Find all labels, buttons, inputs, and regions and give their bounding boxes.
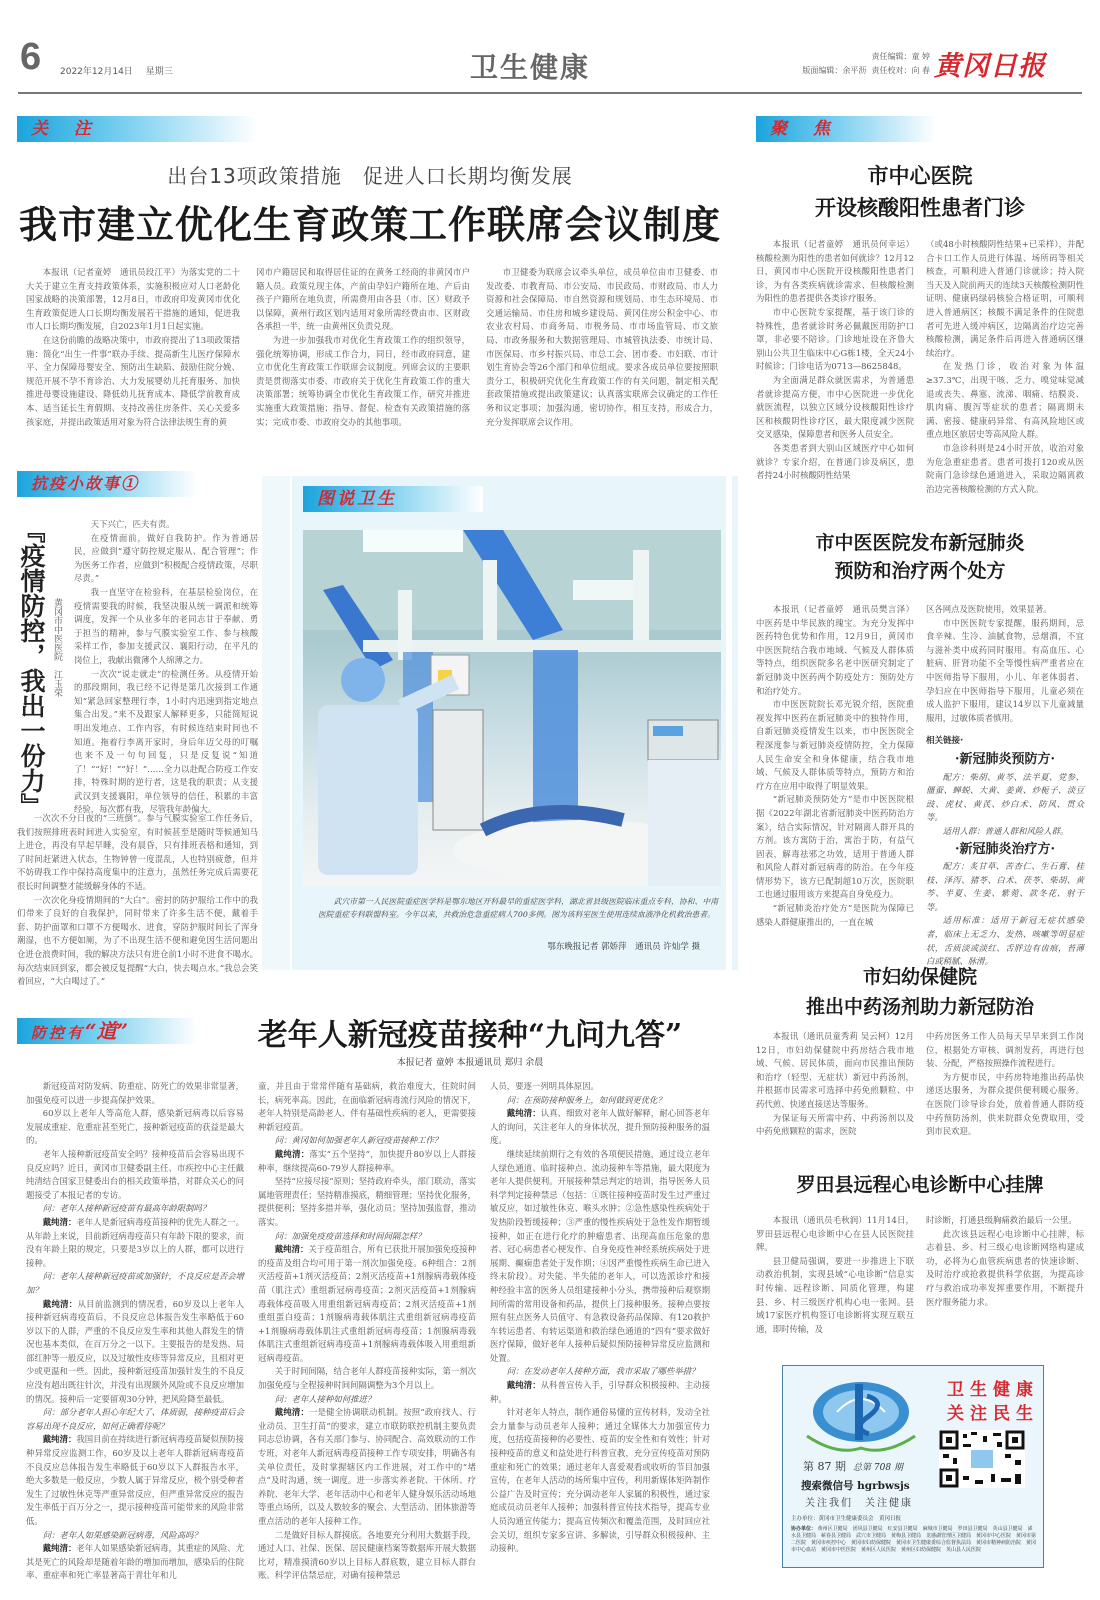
newspaper-logo: 黄冈日报 <box>934 51 1046 82</box>
sponsor: 主办单位：黄冈市卫生健康委员会 黄冈日报 <box>791 1516 902 1522</box>
co-sponsors <box>791 1526 1037 1554</box>
paragraph: 新冠疫苗对防发病、防重症、防死亡的效果非常显著，加强免疫可以进一步提高保护效果。 <box>26 1081 244 1105</box>
paragraph: 为保证每天所需中药、中药汤剂以及中药免煎颗粒的需求，医院 <box>756 1112 914 1137</box>
answer: 戴纯清：认真、细致对老年人做好解释，耐心回答老年人的询问，关注老年人的身体状况，提升预防接种服务的温度。 <box>490 1108 711 1146</box>
question: 问：加强免疫疫苗选择和时间间隔怎样？ <box>274 1230 426 1241</box>
promo-slogan <box>947 1378 1039 1426</box>
question: 问：黄冈如何加强老年人新冠疫苗接种工作？ <box>274 1135 443 1146</box>
story-sidebar-band <box>262 476 290 970</box>
promo-tagline: 关注我们 关注健康 <box>805 1498 913 1509</box>
paragraph: 天下兴亡，匹夫有责。 <box>90 519 175 529</box>
paragraph: “新冠肺炎预防处方”是市中医医院根据《2022年湖北省新冠肺炎中医药防治方案》，结合实际情况，针对隔离人群开具的方剂。该方寓防于治，寓治于防，有益气固表，解毒祛邪之功效，适用于普通人群和风险人群对新冠病毒的防治。在今年疫情形势下，该方已配制超10万次，医院职工也通过服用该方来提高自身免疫力。 <box>756 794 914 900</box>
paragraph: 继续延续前期行之有效的各项便民措施，通过设立老年人绿色通道、临时接种点、流动接种车等措施，最大限度为老年人提供便利。开展接种禁忌判定的培训，指导医务人员科学判定接种禁忌（包括：①既往接种疫苗时发生过严重过敏反应，如过敏性休克、喉头水肿；②急性感染性疾病处于发热阶段暂缓接种；③严重的慢性疾病处于急性发作期暂缓接种，如正在进行化疗的肿瘤患者、出现高血压危象的患者、冠心病患者心梗发作、自身免疫性神经系统疾病处于进展期、癫痫患者处于发作期；④因严重慢性疾病生命已进入终末阶段）。对失能、半失能的老年人，可以选派诊疗和接种经验丰富的医务人员组建接种小分头，携带接种后观察期间所需的常用设备和药品，提供上门接种服务。接种点要按照有驻点医务人员值守、有急救设备药品保障、有120救护车转运患者、有转运渠道和救治绿色通道的“四有”要求做好医疗保障，做好老年人接种后疑似预防接种异常反应监测和处置。 <box>490 1148 710 1363</box>
question: 问：老年人如果感染新冠病毒，风险高吗？ <box>42 1529 202 1540</box>
tab-fangkong <box>17 1018 197 1044</box>
lead-col-1 <box>26 266 240 429</box>
mch-title-line1: 市妇幼保健院 <box>862 966 977 988</box>
paragraph: （或48小时核酸阴性结果+已采样），并配合卡口工作人员进行体温、场所码等相关核查，可顺利进入普通门诊就诊；持入院当天及入院前两天的连续3天核酸检测阴性证明、健康码绿码核验合格证明，可顺利进入普通病区；核酸不满足条件的住院患者可先进入缓冲病区，边隔离治疗边完善核酸检测，满足条件后再进入普通病区继续治疗。 <box>926 239 1084 358</box>
treatment-formula: 配方：炙甘草、苦杏仁、生石膏、桂枝、泽泻、猪苓、白术、茯苓、柴胡、黄芩、半夏、生姜、紫菀、款冬花、射干等。 <box>926 861 1084 912</box>
paragraph: 人员，要逐一列明具体原因。 <box>490 1081 599 1091</box>
proofreader: 责任校对：向 春 <box>871 66 930 75</box>
paragraph: 本报讯（记者童婷 通讯员段江平）为落实党的二十大关于建立生育支持政策体系，实施积极应对人口老龄化国家战略的决策部署，12月8日，市政府印发黄冈市优化生育政策促进人口长期均衡发展若干措施的通知，促进我市人口长期均衡发展，自2023年1月1日起实施。 <box>26 267 240 332</box>
focus-title-line1: 市中心医院 <box>867 163 973 188</box>
answer: 戴纯清：从科普宣传入手，引导群众积极接种、主动接种。 <box>490 1380 711 1404</box>
tab-fangkong-prefix: 防控有 <box>31 1024 86 1042</box>
section-title: 卫生健康 <box>470 51 591 84</box>
paragraph: 本报讯（通讯员童秀莉 吴云柯）12月12日，市妇幼保健院中药房结合我市地域、气候、居民体质，面向市民推出预防和治疗（轻型、无症状）新冠中药汤剂，并根据市民需求可选择中药免煎颗粒、中药代煎、快递直接送达等服务。 <box>756 1031 914 1109</box>
icu-scene-icon <box>303 530 721 886</box>
lead-col-2 <box>256 266 470 429</box>
answer: 戴纯清：落实“五个坚持”，加快提升80岁以上人群接种率，继续提高60-79岁人群接种率。 <box>258 1148 476 1173</box>
slogan-line-2: 关注民生 <box>947 1404 1039 1424</box>
total-issue: 总第 708 期 <box>853 1463 903 1473</box>
vaccine-col-1 <box>26 1080 244 1583</box>
paragraph: 为方便市民，中药房特地推出药品快递送达服务，为群众提供便利暖心服务。在医院门诊导诊台处，放着普通人群防疫中药预防汤剂，供来院群众免费取用，受到市民欢迎。 <box>926 1071 1084 1137</box>
issue: 第 87 期 <box>803 1460 846 1473</box>
paragraph: 在发热门诊，收治对象为体温≥37.3℃，出现干咳、乏力、嗅觉味觉减退或丧失、鼻塞、流涕、咽痛、结膜炎、肌肉痛、腹泻等症状的患者；隔离期未满、密接、健康码异常、有高风险地区或重点地区旅居史等高风险人群。 <box>926 361 1084 440</box>
answer: 戴纯清：我国目前在持续进行新冠病毒疫苗疑似预防接种异常反应监测工作，60岁及以上老年人群新冠病毒疫苗不良反应总体报告发生率略低于60岁以下人群报告水平，绝大多数是一般反应，少数人属于异常反应，极个别受种者发生了过敏性休克等严重异常反应，但严重异常反应的报告发生率低于百万分之一，提示接种疫苗可能带来的风险非常低。 <box>26 1434 245 1526</box>
paragraph: 一次次化身疫情期间的“大白”。密封的防护服给工作中的我们带来了良好的自我保护，同时带来了许多生活不便，戴着手套、防护面罩和口罩不方便喝水、进食，穿防护服时间长了浑身潮湿，也不方便如厕，为了不出现生活不便和避免因生活问题出仓进仓浪费时间，我的解决方法只有进仓前1小时不进食不喝水。每次结束回到家，都会被反复提醒“大白，快去喝点水。”我总会笑着回应，“大白喝过了。” <box>17 894 258 987</box>
co-sponsor-label: 协办单位： <box>791 1526 817 1532</box>
tcm-col-1 <box>756 603 914 929</box>
tab-picture: 图说卫生 <box>303 486 483 512</box>
speaker-name: 戴纯清： <box>506 1108 541 1119</box>
editor-credits <box>770 50 930 78</box>
paragraph: 关于时间间隔，结合老年人群疫苗接种实际，第一剂次加强免疫与全程接种时间间隔调整为3个月以上。 <box>258 1366 476 1391</box>
vaccine-col-3 <box>490 1080 710 1556</box>
speaker-name: 戴纯清： <box>274 1407 310 1418</box>
answer: 戴纯清：一是健全协调联动机制。按照“政府找人、行业动员、卫生打苗”的要求，建立市联防联控机制主要负责同志总协调，各有关部门参与、协同配合、高效联动的工作专班，对老年人新冠病毒疫苗接种工作专项安排，明确各有关单位责任，及时掌握辖区内工作进展，对工作中的“堵点”及时沟通，统一调度。进一步落实养老院、干休所、疗养院、老年大学、老年活动中心和老年人健身娱乐活动场地等重点场所，以及人数较多的聚会、大型活动、团体旅游等重点活动的老年人接种工作。 <box>258 1407 477 1526</box>
tab-jujiao: 聚 焦 <box>756 116 936 142</box>
photo-credit: 鄂东晚报记者 郭娇萍 通讯员 许灿学 摄 <box>547 942 700 952</box>
wechat-id: 搜索微信号 hgrbwsjs <box>801 1480 910 1492</box>
speaker-name: 戴纯清： <box>506 1380 541 1391</box>
paragraph: 为全面满足群众就医需求，为普通患者就诊提高方便，市中心医院进一步优化就医流程，以独立区域分设核酸阳性诊疗区和核酸阴性诊疗区，最大限度减少医院交叉感染，保障患者和医务人员安全。 <box>756 374 914 440</box>
paragraph: 一次次“说走就走”的检测任务。从疫情开始的那段期间，我已经不记得是第几次接到工作通知“紧急回家整理行李，1小时内迅速到指定地点集合出发。”来不及跟家人解释更多，只能简短说明出发地点、工作内容，有时候连结束时间也不知道。拖着行李离开家时，身后年迈父母的叮嘱也来不及一句句回复，只是反复说“知道了！”“好！”“好！”……全力以赴配合防疫工作安排，特殊时期的逆行者，这是我的职责；从支援武汉到支援襄阳，单位领导的信任，积累的丰富经验，每次都有我，尽管我年龄偏大。 <box>74 668 258 815</box>
paragraph: 本报讯（记者童婷 通讯员何幸运）核酸检测为阳性的患者如何就诊？12月12日，黄冈市中心医院开设核酸阳性患者门诊，为有各类疾病就诊需求、但核酸检测为阳性的患者提供各类诊疗服务。 <box>756 239 914 304</box>
paragraph: 各类患者到大别山区域医疗中心如何就诊？专家介绍，在普通门诊及病区，患者持24小时核酸阴性结果 <box>756 442 914 481</box>
date: 2022年12月14日 <box>60 67 133 77</box>
tab-story: 抗疫小故事① <box>17 471 197 497</box>
paragraph: 二是做好目标人群摸底。各地要充分利用大数据手段，通过人口、社保、医保、居民健康档案等数据库开展大数据比对，精准摸清60岁以上目标人群底数，建立目标人群台账。科学评估禁忌症，对确有接种禁忌 <box>258 1529 476 1581</box>
prevention-title: ·新冠肺炎预防方· <box>954 751 1056 767</box>
speaker-name: 戴纯清： <box>274 1148 310 1159</box>
paragraph: 冈市户籍居民和取得居住证的在黄务工经商的非黄冈市户籍人员。政策兑现主体，产前由孕妇户籍所在地、产后由孩子户籍所在地负责，所需费用由各县（市、区）财政予以保障，黄州行政区划内适用对象所需经费由市、区财政各承担一半，统一由黄州区负责兑现。 <box>256 267 470 332</box>
focus-col-2 <box>926 238 1084 496</box>
answer: 戴纯清：老年人是新冠病毒疫苗接种的优先人群之一。从年龄上来说，目前新冠病毒疫苗只有年龄下限的要求，而没有年龄上限的规定，只要是3岁以上的人群，都可以进行接种。 <box>26 1216 245 1268</box>
story-byline: 黄冈市中医医院 江玉荣 <box>52 598 62 697</box>
focus-col-1 <box>756 238 914 483</box>
vaccine-col-2 <box>258 1080 476 1583</box>
mch-title-line2: 推出中药汤剂助力新冠防治 <box>805 996 1034 1018</box>
question: 问：老年人接种新冠疫苗或加强针，不良反应是否会增加？ <box>26 1271 244 1295</box>
answer: 戴纯清：从目前监测到的情况看，60岁及以上老年人接种新冠病毒疫苗后，不良反应总体报告发生率略低于60岁以下的人群，严重的不良反应发生率和其他人群发生的情况也基本类似，在百万分之一以下。主要报告的是发热、局部红肿等一般反应，以及过敏性皮疹等异常反应，且相对更少或更温和一些。因此，接种新冠疫苗加强针发生的不良反应没有超出既往针次，并没有出现额外风险或不良反应增加的情况。接种后一定要留观30分钟，把风险降至最低。 <box>26 1298 245 1404</box>
mch-col-2 <box>926 1030 1084 1139</box>
paragraph: 坚持“应接尽接”原则；坚持政府牵头，部门联动，落实属地管理责任；坚持精准摸底，精细管理；坚持优化服务，提供便利；坚持多措并举，强化动员；坚持加强监督，推动落实。 <box>258 1176 476 1227</box>
paragraph: 老年人接种新冠疫苗安全吗？接种疫苗后会容易出现不良反应吗？近日，黄冈市卫健委副主任、市疾控中心主任戴纯清结合国家卫健委出台的相关政策举措，对群众关心的问题接受了本报记者的专访。 <box>26 1148 244 1200</box>
paragraph: 市中医医院院长邓光锐介绍，医院重视发挥中医药在新冠肺炎中的独特作用，自新冠肺炎疫情发生以来，市中医医院全程深度参与新冠肺炎疫情防控，全力保障人民生命安全和身体健康，结合我市地域、气候及人群体质等特点，预防方和治疗方在应用中取得了明显效果。 <box>756 699 914 791</box>
picture-side-band <box>732 476 738 970</box>
focus-title-line2: 开设核酸阳性患者门诊 <box>815 195 1025 220</box>
qr-code-icon <box>939 1430 1025 1488</box>
question: 问：部分老年人担心年纪大了、体质弱，接种疫苗后会容易出现不良反应，如何正确看待呢？ <box>26 1407 244 1431</box>
paragraph: 市中心医院专家提醒，基于该门诊的特殊性，患者就诊时务必佩戴医用防护口罩，非必要不陪诊。门诊地址设在齐鲁大别山公共卫生临床中心G栋1楼，全天24小时候诊；门诊电话为0713—8625848。 <box>756 306 914 372</box>
paragraph: 为进一步加强我市对优化生育政策工作的组织领导，强化统筹协调，形成工作合力，同日，经市政府同意，建立市优化生育政策工作联席会议制度。列席会议的主要职责是贯彻落实市委、市政府关于优化生育政策工作的重大决策部署；统筹协调全市优化生育政策工作，研究并推进实施重大政策措施；指导、督促、检查有关政策措施的落实；完成市委、市政府交办的其他事项。 <box>256 334 470 427</box>
qr-code[interactable] <box>939 1430 1025 1488</box>
vaccine-title: 老年人新冠疫苗接种“九问九答” <box>257 1018 683 1053</box>
co-sponsor-list: 黄州区卫健局 团风县卫健局 红安县卫健局 麻城市卫健局 罗田县卫健局 英山县卫健局 浠水县卫健局 蕲春县卫健局 武穴市卫健局 黄梅县卫健局 龙感湖管理区卫健局 黄冈市中心医院 黄冈市第二医院 黄冈市疾控中心 黄冈市妇幼保健院 黄冈市卫生健康委综合监督执法局 黄冈市精神病防治院 黄冈市中心血站 黄冈市中医医院 黄州区人民医院 黄州区妇幼保健院 英山县人民医院 <box>791 1526 1037 1553</box>
paragraph: 我一直坚守在检验科，在基层检验岗位，在疫情需要我的时候，我坚决服从统一调派和统筹调度，发挥一个从业多年的老同志甘于奉献、勇于担当的精神，参与气膜实验室工作、参与核酸采样工作，参加支援武汉、襄阳行动，在平凡的岗位上，我献出微薄个人绵薄之力。 <box>74 586 258 665</box>
paragraph: 此次该县远程心电诊断中心挂牌，标志着县、乡、村三级心电诊断网络构建成功，必将为心血管疾病患者的快速诊断、及时治疗或抢救提供科学依据，为提高诊疗与救治成功率发挥重要作用，不断提升医疗服务能力求。 <box>926 1228 1084 1307</box>
paragraph: 一次次不分日夜的“三班倒”。参与气膜实验室工作任务后，我们按照排班表时间进入实验室，有时候甚至是随时等候通知马上进仓，再没有早起早睡，没有晨昏，只有排班表格和通知，到了时间赶紧进入状态，生物钟曾一度混乱，人也特别疲惫，但并不妨碍我工作中保持高度集中的注意力，虽然任务完成后需要花很长时间调整才能缓解身体的不适。 <box>17 813 258 891</box>
paragraph: 市中医医院专家提醒，服药期间，忌食辛辣、生冷、油腻食物，忌烟酒，不宜与滋补类中成药同时服用。有高血压、心脏病、肝肾功能不全等慢性病严重者应在中医师指导下服用，小儿、年老体弱者、孕妇应在中医师指导下服用，儿童必须在成人监护下服用，建议14岁以下儿童减量服用，过敏体质者慎用。 <box>926 617 1084 723</box>
ecg-col-1 <box>756 1214 914 1336</box>
lead-title: 我市建立优化生育政策工作联席会议制度 <box>18 202 721 247</box>
question: 问：在预防接种服务上，如何做到更优化？ <box>506 1094 666 1105</box>
paragraph: “新冠肺炎治疗处方”是医院为保障已感染人群健康推出的，一直在城 <box>756 903 914 927</box>
editor: 责任编辑：童 婷 <box>871 52 930 61</box>
lead-subtitle: 出台13项政策措施 促进人口长期均衡发展 <box>167 164 573 188</box>
vaccine-byline: 本报记者 童婷 本报通讯员 郑归 余晨 <box>396 1058 544 1068</box>
tab-guanzhu: 关 注 <box>17 116 257 142</box>
speaker-name: 戴纯清： <box>274 1244 309 1255</box>
paragraph: 本报讯（记者童婷 通讯员樊言泽）中医药是中华民族的瑰宝。为充分发挥中医药特色优势和作用，12月9日，黄冈市中医医院结合我市地域、气候及人群体质等特点，组织医院多名老中医研究制定了新冠肺炎中医药两个防疫处方：预防处方和治疗处方。 <box>756 604 914 696</box>
issue-number <box>803 1458 903 1474</box>
speaker-name: 戴纯清： <box>42 1298 78 1309</box>
paragraph: 本报讯（通讯员毛秋润）11月14日，罗田县远程心电诊断中心在县人民医院挂牌。 <box>756 1215 914 1253</box>
paragraph: 60岁以上老年人等高危人群，感染新冠病毒以后容易发展成重症、危重症甚至死亡，接种新冠疫苗的获益是最大的。 <box>26 1108 244 1146</box>
slogan-line-1: 卫生健康 <box>947 1380 1039 1400</box>
paragraph: 区各网点及医院使用，效果显著。 <box>926 604 1052 614</box>
tab-fangkong-quoted: “道” <box>85 1019 129 1043</box>
speaker-name: 戴纯清： <box>42 1216 77 1227</box>
page-date <box>60 64 183 77</box>
paragraph: 时诊断，打通县级胸痛救治最后一公里。 <box>926 1215 1077 1225</box>
paragraph: 童，并且由于常常伴随有基础病，救治难度大，住院时间长，病死率高。因此，在面临新冠病毒流行风险的情况下，老年人特别是高龄老人、伴有基础性疾病的老人，更需要接种新冠疫苗。 <box>258 1081 476 1132</box>
tcm-title-line1: 市中医医院发布新冠肺炎 <box>815 532 1025 554</box>
paragraph: 在这份前瞻的战略决策中，市政府提出了13项政策措施：简化“出生一件事”联办手续、提高新生儿医疗保障水平、全力保障母婴安全、预防出生缺陷、鼓励住院分娩、规范开展不孕不育诊治、大力发展婴幼儿托育服务、加快推进母婴设施建设、降低幼儿抚育成本、降低学前教育成本、适当延长生育假期、支持改善住房条件、关心关爱多孩家庭，并提出政策适用对象为符合法律法规生育的黄 <box>26 334 240 427</box>
prevention-target: 适用人群：普通人群和风险人群。 <box>942 825 1069 836</box>
answer: 戴纯清：关于疫苗组合，所有已获批开展加强免疫接种的疫苗及组合均可用于第一剂次加强免疫。6种组合：2剂灭活疫苗+1剂灭活疫苗；2剂灭活疫苗+1剂腺病毒载体疫苗（肌注式）重组新冠病毒疫苗；2剂灭活疫苗+1剂腺病毒载体疫苗吸入用重组新冠病毒疫苗；2剂灭活疫苗+1剂重组蛋白疫苗；1剂腺病毒载体肌注式重组新冠病毒疫苗+1剂腺病毒载体肌注式重组新冠病毒疫苗；1剂腺病毒载体肌注式重组新冠病毒疫苗+1剂腺病毒载体吸入用重组新冠病毒疫苗。 <box>258 1244 477 1363</box>
paragraph: 市卫健委为联席会议牵头单位，成员单位由市卫健委、市发改委、市教育局、市公安局、市民政局、市财政局、市人力资源和社会保障局、市自然资源和规划局、市生态环境局、市交通运输局、市住房和城乡建设局、黄冈住房公积金中心、市农业农村局、市商务局、市税务局、市市场监管局、市文旅局、市政务服务和大数据管理局、市城管执法委、市统计局、市医保局、市乡村振兴局、市总工会、团市委、市妇联、市计划生育协会等26个部门和单位组成。要求各成员单位要按照职责分工，积极研究优化生育政策工作的有关问题，制定相关配套政策措施或提出政策建议；认真落实联席会议确定的工作任务和议定事项；加强沟通，密切协作，相互支持，形成合力，充分发挥联席会议作用。 <box>486 267 718 427</box>
speaker-name: 戴纯清： <box>42 1434 77 1445</box>
photo-caption: 武穴市第一人民医院重症医学科是鄂东地区开科最早的重症医学科，湖北省县级医院临床重点专科，协和、中南医院重症专科联盟科室。今年以来，共救治危急重症病人700多例。图为该科室医生使用连续血液净化机救治患者。 <box>318 897 718 919</box>
mch-col-1 <box>756 1030 914 1139</box>
story-title: 『疫情防控，我出一份力』 <box>17 518 46 818</box>
paragraph: 针对老年人特点，制作通俗易懂的宣传材料，发动全社会力量参与动员老年人接种；通过全媒体大力加强宣传力度，包括疫苗接种的必要性、疫苗的安全性和有效性；针对接种疫苗的意义和益处进行科普宣教，充分宣传疫苗对预防重症和死亡的效果；通过老年人喜爱观看或收听的节目加强宣传，在老年人活动的场所集中宣传，利用新媒体矩阵制作公益广告及时宣传；充分调动老年人家属的积极性，通过家庭成员动员老年人接种；加强科普宣传技术指导，提高专业人员沟通宣传能力；提高宣传频次和覆盖范围，及时回应社会关切，组织专家多宣讲、多解读，引导群众积极接种、主动接种。 <box>490 1407 710 1554</box>
treatment-target: 适用标准：适用于新冠无症状感染者，临床上无乏力、发热、咳嗽等明显症状，舌质淡或淡红、舌胖边有齿痕，苔薄白或稍腻、脉滑。 <box>926 915 1084 967</box>
paragraph: 市急诊科则是24小时开放，收治对象为危急重症患者。患者可拨打120或从医院南门急诊绿色通道进入，采取边隔离救治边完善核酸检测的方式入院。 <box>926 442 1084 494</box>
tcm-title-line2: 预防和治疗两个处方 <box>834 560 1006 582</box>
lead-col-3 <box>486 266 718 429</box>
prevention-formula: 配方：柴胡、黄芩、法半夏、党参、僵蚕、蝉蜕、大黄、姜黄、炒栀子、淡豆豉、虎杖、黄芪、炒白术、防风、贯众等。 <box>926 771 1084 823</box>
health-emblem-icon <box>797 1376 925 1456</box>
paragraph: 县卫健局强调，要进一步推进上下联动救治机制，实现县域“心电诊断”信息实时传输、远程诊断、同质化管理，构建县、乡、村三级医疗机构心电一张网。县域17家医疗机构签订电诊断将实现互联互通，即时传输，及 <box>756 1255 914 1334</box>
related-links-label: 相关链接· <box>926 736 964 747</box>
layout-editor: 版面编辑：余平沥 <box>802 66 867 75</box>
tcm-col-2 <box>926 603 1084 969</box>
question: 问：老年人接种新冠疫苗有最高年龄限制吗？ <box>42 1203 211 1214</box>
ecg-col-2 <box>926 1214 1084 1309</box>
paragraph: 在疫情面前，做好自我防护。作为普通居民，应做到“遵守防控规定服从、配合管理”；作为医务工作者，应做到“积极配合疫情政策，尽职尽责。” <box>74 532 258 584</box>
paragraph: 中药房医务工作人员每天早早来到工作岗位，根据处方审核、调剂发药，再进行包装、分配，严格按照操作流程进行。 <box>926 1031 1084 1069</box>
page-number: 6 <box>20 36 42 78</box>
promo-card <box>782 1365 1044 1568</box>
answer: 戴纯清：老年人如果感染新冠病毒，其重症的风险、尤其是死亡的风险却是随着年龄的增加而增加，感染后的住院率、重症率和死亡率显著高于青壮年和儿 <box>26 1543 245 1581</box>
icu-photo <box>303 530 721 886</box>
question: 问：在发动老年人接种方面，我市采取了哪些举措？ <box>506 1366 700 1377</box>
speaker-name: 戴纯清： <box>42 1543 77 1554</box>
header-divider <box>18 92 1082 94</box>
story-top-text <box>74 518 258 817</box>
story-bottom-text <box>17 812 258 989</box>
treatment-title: ·新冠肺炎治疗方· <box>954 841 1056 857</box>
ecg-title: 罗田县远程心电诊断中心挂牌 <box>796 1174 1044 1196</box>
weekday: 星期三 <box>145 67 173 77</box>
question: 问：老年人接种如何推进？ <box>274 1393 376 1404</box>
